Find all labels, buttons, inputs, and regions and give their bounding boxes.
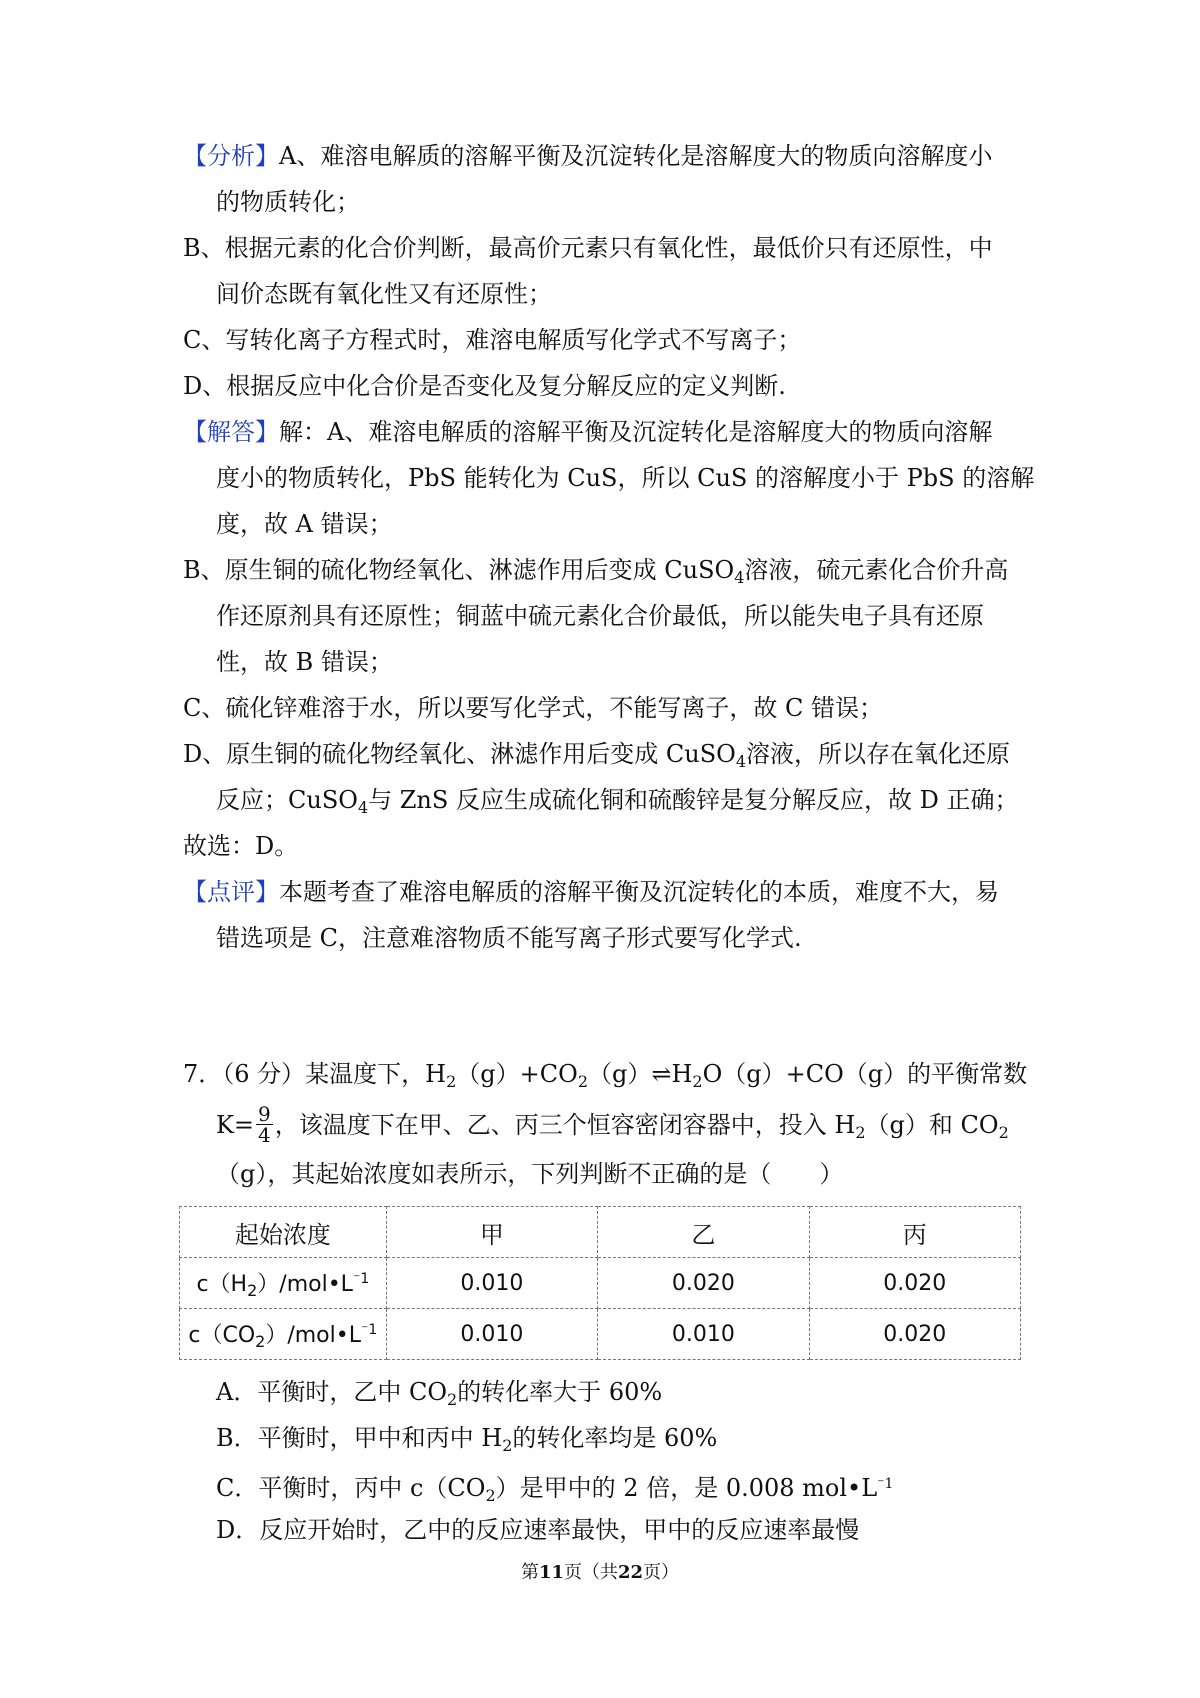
table-header-cell: 甲 [386, 1207, 597, 1258]
page-total: 22 [618, 1562, 644, 1583]
answer-line-6: 性，故 B 错误； [216, 648, 393, 676]
option-d: D．反应开始时，乙中的反应速率最快，甲中的反应速率最慢 [216, 1516, 860, 1544]
table-header-row [180, 1207, 1021, 1258]
table-row-label: $c(H_2)/mol•L^{^-1}$ [180, 1258, 387, 1309]
analysis-line-1: 【分析】A、难溶电解质的溶解平衡及沉淀转化是溶解度大的物质向溶解度小 [183, 142, 993, 170]
table-cell: 0.010 [386, 1309, 597, 1360]
page-number: 11 [538, 1562, 564, 1583]
option-b: B．平衡时，甲中和丙中 $H_2$的转化率均是 60% [216, 1424, 718, 1455]
table-header-cell: 起始浓度 [180, 1207, 387, 1258]
question-line-3: （g），其起始浓度如表所示，下列判断不正确的是（ ） [216, 1160, 844, 1188]
answer-final: 故选：D。 [183, 832, 299, 860]
table-header-cell: 丙 [809, 1207, 1020, 1258]
table-cell: 0.010 [386, 1258, 597, 1309]
comment-tag: 【点评】 [183, 878, 279, 906]
analysis-line-4: 间价态既有氧化性又有还原性； [216, 280, 552, 308]
table-cell: 0.020 [809, 1309, 1020, 1360]
answer-line-8: D、原生铜的硫化物经氧化、淋滤作用后变成 CuSO$_4$溶液，所以存在氧化还原 [183, 740, 1010, 771]
analysis-tag: 【分析】 [183, 142, 279, 170]
table-row-label: $c(CO_2)/mol•L^{^-1}$ [180, 1309, 387, 1360]
answer-line-5: 作还原剂具有还原性；铜蓝中硫元素化合价最低，所以能失电子具有还原 [216, 602, 984, 630]
k-fraction: $\frac{9}{4}$ [258, 1102, 271, 1147]
answer-line-2: 度小的物质转化，PbS 能转化为 CuS，所以 CuS 的溶解度小于 PbS 的溶解 [216, 464, 1035, 492]
answer-line-3: 度，故 A 错误； [216, 510, 393, 538]
analysis-line-5: C、写转化离子方程式时，难溶电解质写化学式不写离子； [183, 326, 802, 354]
answer-line-7: C、硫化锌难溶于水，所以要写化学式，不能写离子，故 C 错误； [183, 694, 883, 722]
option-a: A．平衡时，乙中 $CO_2$的转化率大于 60% [216, 1378, 663, 1409]
answer-tag: 【解答】 [183, 418, 279, 446]
answer-line-4: B、原生铜的硫化物经氧化、淋滤作用后变成 CuSO$_4$溶液，硫元素化合价升高 [183, 556, 1009, 587]
analysis-line-3: B、根据元素的化合价判断，最高价元素只有氧化性，最低价只有还原性，中 [183, 234, 993, 262]
concentration-table [179, 1206, 1021, 1360]
option-c: C．平衡时，丙中 $c(CO_2)$是甲中的 2 倍，是 0.008 $mol•L^{^-1}$ [216, 1474, 894, 1505]
answer-line-9: 反应；CuSO$_4$与 ZnS 反应生成硫化铜和硫酸锌是复分解反应，故 D 正确； [216, 786, 1019, 817]
table-header-cell: 乙 [598, 1207, 809, 1258]
table-row [180, 1258, 1021, 1309]
analysis-line-6: D、根据反应中化合价是否变化及复分解反应的定义判断. [183, 372, 786, 400]
table-row [180, 1309, 1021, 1360]
comment-line-2: 错选项是 C，注意难溶物质不能写离子形式要写化学式. [216, 924, 802, 952]
table-cell: 0.010 [598, 1309, 809, 1360]
question-line-2: K= $\frac{9}{4}$ ，该温度下在甲、乙、丙三个恒容密闭容器中，投入 $H_2(g)$和 $CO_2$ [216, 1102, 1009, 1147]
analysis-line-2: 的物质转化； [216, 188, 360, 216]
comment-line-1: 【点评】本题考查了难溶电解质的溶解平衡及沉淀转化的本质，难度不大，易 [183, 878, 999, 906]
page-footer: 第11页（共22页） [520, 1562, 680, 1583]
question-line-1: 7．（6 分）某温度下，$H_2(g)+CO_2(g)\rightleftharpoons H_2O(g)+CO(g)$的平衡常数 [183, 1060, 1028, 1091]
table-cell: 0.020 [809, 1258, 1020, 1309]
answer-line-1: 【解答】解：A、难溶电解质的溶解平衡及沉淀转化是溶解度大的物质向溶解 [183, 418, 993, 446]
table-cell: 0.020 [598, 1258, 809, 1309]
